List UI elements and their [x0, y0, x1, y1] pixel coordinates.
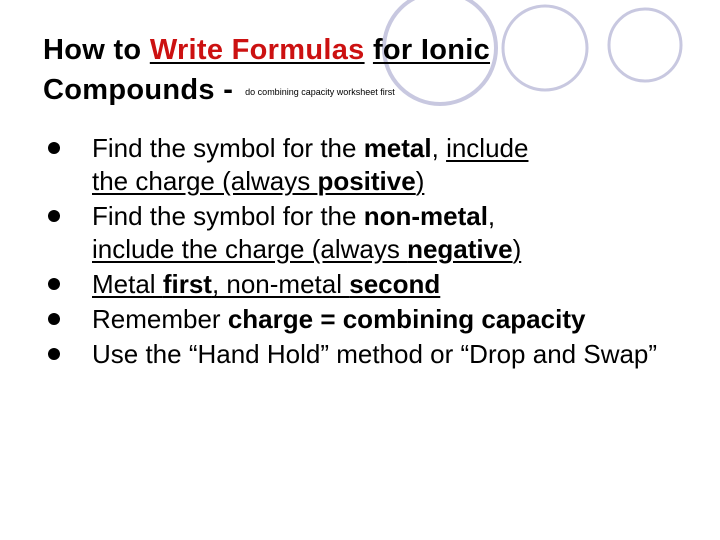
bullet-item-1: [40, 132, 680, 198]
bullet-2-text-b: ,: [487, 201, 496, 231]
bullet-item-3: [40, 268, 680, 301]
bullet-list: [40, 132, 680, 373]
bullet-1-underlined-c: ): [415, 166, 425, 196]
bullet-item-5: [40, 338, 680, 371]
bullet-dot-icon: [48, 348, 60, 360]
bullet-item-2: [40, 200, 680, 266]
bullet-dot-icon: [48, 278, 60, 290]
bullet-3-bold-second: second: [349, 269, 441, 299]
bullet-3-underlined-b: , non-metal: [211, 269, 350, 299]
bullet-2-bold-nonmetal: non-metal: [363, 201, 488, 231]
bullet-2-bold-negative: negative: [407, 234, 513, 264]
bullet-4-text: Remember: [92, 304, 228, 334]
page-title: [43, 30, 683, 112]
bullet-3-underlined-a: Metal: [92, 269, 163, 299]
bullet-dot-icon: [48, 210, 60, 222]
bullet-item-4: [40, 303, 680, 336]
bullet-5-text: Use the “Hand Hold” method or “Drop and Swap”: [92, 339, 658, 369]
title-accent: Write Formulas: [149, 34, 365, 66]
bullet-1-underlined-a: include: [446, 133, 529, 163]
bullet-2-underlined-b: ): [512, 234, 522, 264]
bullet-dot-icon: [48, 142, 60, 154]
bullet-4-bold-charge: charge = combining capacity: [227, 304, 586, 334]
bullet-1-bold-metal: metal: [363, 133, 432, 163]
bullet-2-text-a: Find the symbol for the: [92, 201, 364, 231]
bullet-1-underlined-b: the charge (always: [92, 166, 318, 196]
bullet-3-bold-first: first: [162, 269, 212, 299]
title-line-2: [43, 70, 683, 112]
title-line-1: [43, 30, 683, 70]
title-suffix: for Ionic: [372, 34, 491, 66]
title-note: do combining capacity worksheet first: [245, 87, 395, 97]
title-compounds: Compounds -: [43, 74, 234, 106]
bullet-dot-icon: [48, 313, 60, 325]
bullet-2-underlined-a: include the charge (always: [92, 234, 408, 264]
bullet-1-bold-positive: positive: [317, 166, 416, 196]
bullet-1-text-b: ,: [431, 133, 447, 163]
bullet-1-text-a: Find the symbol for the: [92, 133, 364, 163]
title-prefix: How to: [43, 34, 142, 66]
